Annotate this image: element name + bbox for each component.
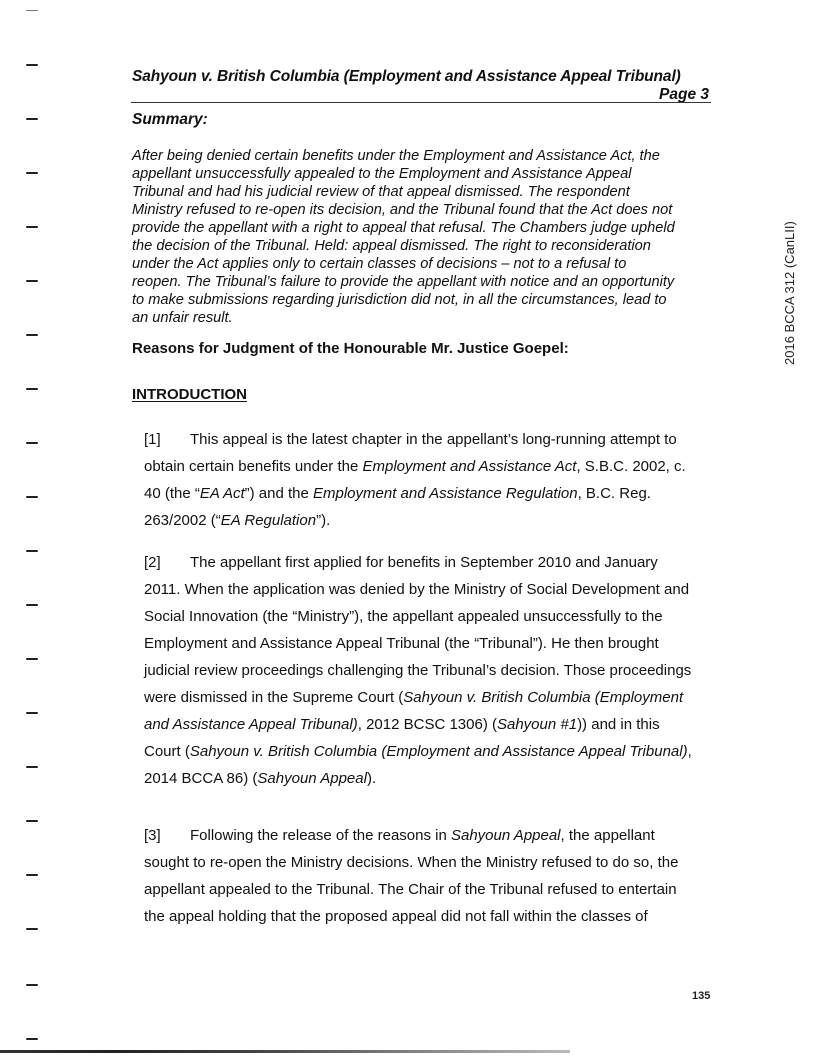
paragraph-line (144, 738, 714, 765)
margin-mark (26, 820, 38, 822)
paragraph-2 (144, 549, 714, 792)
paragraph-line (144, 657, 714, 684)
paragraph-line (144, 765, 714, 792)
body-text: Court ( (144, 743, 190, 760)
margin-mark (26, 712, 38, 714)
italic-citation-text: and Assistance Appeal Tribunal) (144, 716, 358, 733)
body-text: the appeal holding that the proposed appeal did not fall within the classes of (144, 908, 648, 925)
margin-mark (26, 118, 38, 120)
body-text: Employment and Assistance Appeal Tribunal (the “Tribunal”). He then brought (144, 635, 659, 652)
bottom-scan-line (0, 1050, 570, 1053)
summary-line: reopen. The Tribunal’s failure to provide the appellant with notice and an opportunity (132, 274, 675, 290)
body-text: ). (366, 770, 377, 787)
body-text: Following the release of the reasons in (190, 827, 451, 844)
body-text: sought to re-open the Ministry decisions. When the Ministry refused to do so, the (144, 854, 679, 871)
paragraph-line (144, 849, 714, 876)
margin-mark (26, 64, 38, 66)
body-text: ”). (316, 512, 331, 529)
running-header-page-label: Page 3 (659, 86, 709, 103)
margin-mark (26, 928, 38, 930)
body-text: , (687, 743, 692, 760)
paragraph-line (144, 684, 714, 711)
canlii-side-citation: 2016 BCCA 312 (CanLII) (782, 221, 797, 365)
body-text: , the appellant (560, 827, 655, 844)
paragraph-line (144, 453, 714, 480)
paragraph-line (144, 426, 714, 453)
summary-label: Summary: (132, 111, 208, 128)
paragraph-line (144, 480, 714, 507)
paragraph-line (144, 822, 714, 849)
body-text: judicial review proceedings challenging the Tribunal’s decision. Those proceedings (144, 662, 692, 679)
margin-mark (26, 1038, 38, 1040)
summary-line: an unfair result. (132, 310, 233, 326)
margin-mark (26, 604, 38, 606)
body-text: , 2012 BCSC 1306) ( (357, 716, 497, 733)
paragraph-line (144, 876, 714, 903)
italic-citation-text: Sahyoun Appeal (450, 827, 561, 844)
summary-line: to make submissions regarding jurisdiction did not, in all the circumstances, lead to (132, 292, 667, 308)
margin-mark (26, 172, 38, 174)
margin-mark (26, 388, 38, 390)
italic-citation-text: EA Act (199, 485, 245, 502)
margin-mark (26, 658, 38, 660)
margin-mark (26, 874, 38, 876)
margin-mark (26, 550, 38, 552)
body-text: ”) and the (244, 485, 313, 502)
body-text: obtain certain benefits under the (144, 458, 363, 475)
body-text: appellant appealed to the Tribunal. The Chair of the Tribunal refused to entertain (144, 881, 677, 898)
body-text: were dismissed in the Supreme Court ( (144, 689, 404, 706)
paragraph-line (144, 603, 714, 630)
body-text: The appellant first applied for benefits in September 2010 and January (190, 554, 658, 571)
paragraph-line (144, 549, 714, 576)
margin-mark (26, 334, 38, 336)
summary-line: Ministry refused to re-open its decision, and the Tribunal found that the Act does not (132, 202, 673, 218)
paragraph-number: [3] (144, 827, 161, 844)
paragraph-line (144, 903, 714, 930)
paragraph-3 (144, 822, 714, 930)
margin-mark (26, 442, 38, 444)
introduction-heading: INTRODUCTION (132, 386, 247, 403)
italic-citation-text: Sahyoun #1 (496, 716, 578, 733)
paragraph-line (144, 507, 714, 534)
paragraph-number: [1] (144, 431, 161, 448)
margin-mark (26, 226, 38, 228)
italic-citation-text: Employment and Assistance Regulation (313, 485, 578, 502)
margin-mark (26, 10, 38, 11)
body-text: 2014 BCCA 86) ( (144, 770, 258, 787)
paragraph-line (144, 576, 714, 603)
paragraph-1 (144, 426, 714, 534)
header-rule (131, 102, 711, 103)
paragraph-line (144, 711, 714, 738)
page-number: 135 (692, 990, 711, 1002)
italic-citation-text: Sahyoun v. British Columbia (Employment and Assistance Appeal Tribunal) (189, 743, 688, 760)
body-text: 263/2002 (“ (144, 512, 221, 529)
summary-line: provide the appellant with a right to appeal that refusal. The Chambers judge upheld (132, 220, 675, 236)
reasons-for-judgment-heading: Reasons for Judgment of the Honourable Mr. Justice Goepel: (132, 340, 569, 357)
margin-mark (26, 496, 38, 498)
body-text: , S.B.C. 2002, c. (576, 458, 686, 475)
body-text: 2011. When the application was denied by the Ministry of Social Development and (144, 581, 690, 598)
body-text: , B.C. Reg. (577, 485, 651, 502)
body-text: Social Innovation (the “Ministry”), the appellant appealed unsuccessfully to the (144, 608, 663, 625)
summary-line: After being denied certain benefits under the Employment and Assistance Act, the (132, 148, 660, 164)
body-text: )) and in this (577, 716, 660, 733)
margin-mark (26, 766, 38, 768)
body-text: This appeal is the latest chapter in the appellant’s long-running attempt to (190, 431, 677, 448)
summary-line: Tribunal and had his judicial review of that appeal dismissed. The respondent (132, 184, 630, 200)
running-header-title: Sahyoun v. British Columbia (Employment and Assistance Appeal Tribunal) (132, 68, 681, 85)
margin-mark (26, 280, 38, 282)
summary-line: appellant unsuccessfully appealed to the Employment and Assistance Appeal (132, 166, 632, 182)
margin-mark (26, 984, 38, 986)
summary-text (132, 147, 708, 327)
italic-citation-text: Employment and Assistance Act (362, 458, 577, 475)
summary-line: under the Act applies only to certain classes of decisions – not to a refusal to (132, 256, 627, 272)
italic-citation-text: EA Regulation (220, 512, 317, 529)
body-text: 40 (the “ (144, 485, 200, 502)
paragraph-line (144, 630, 714, 657)
summary-line: the decision of the Tribunal. Held: appeal dismissed. The right to reconsideration (132, 238, 651, 254)
italic-citation-text: Sahyoun Appeal (257, 770, 367, 787)
italic-citation-text: Sahyoun v. British Columbia (Employment (403, 689, 684, 706)
paragraph-number: [2] (144, 554, 161, 571)
